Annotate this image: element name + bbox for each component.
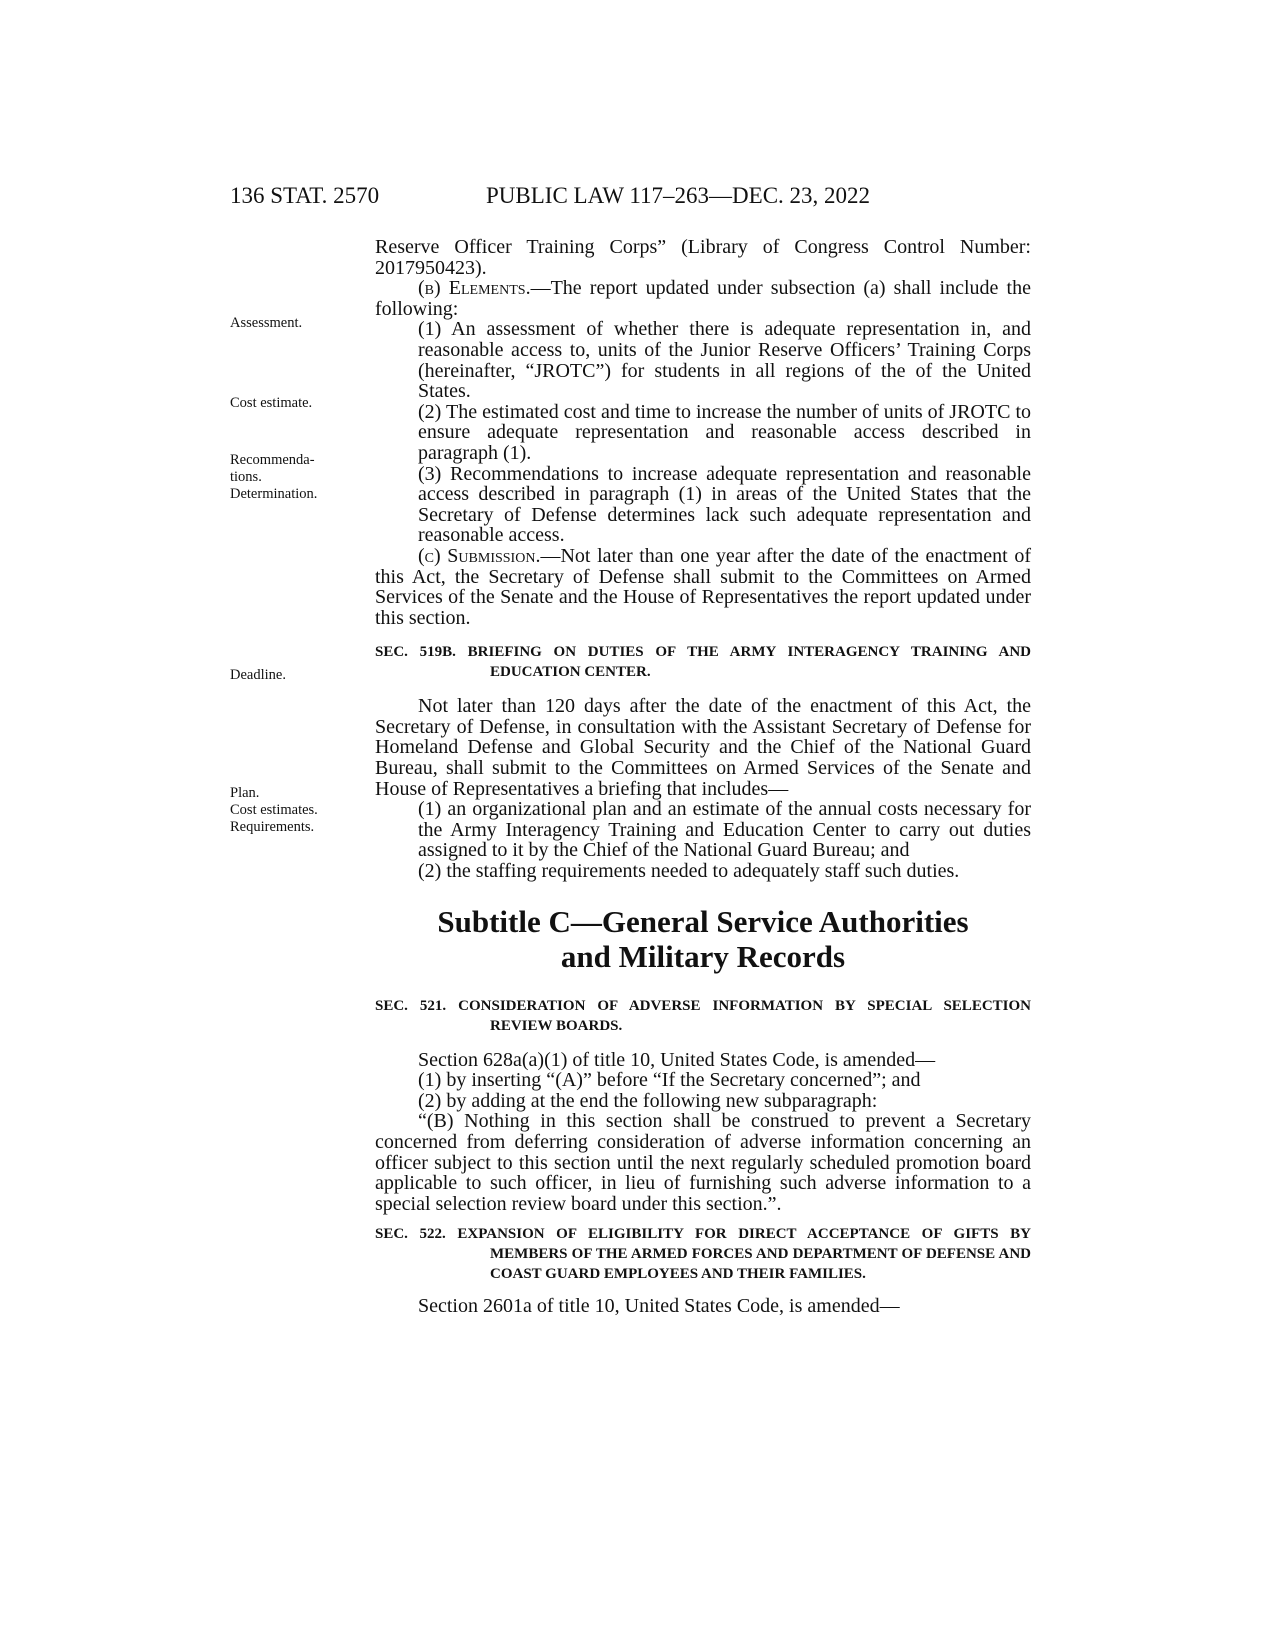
paragraph-b1 xyxy=(375,319,1031,401)
note-deadline: Deadline. xyxy=(230,667,286,683)
subsection-c-text: .—Not later than one year after the date of the enactment of this Act, the Secretary of Defense shall submit to the Committees on Armed Services of the Senate and the House of Representatives the report updated under this section. xyxy=(375,544,1031,629)
sec-521-heading: SEC. 521. CONSIDERATION OF ADVERSE INFORMATION BY SPECIAL SELECTION REVIEW BOARDS. xyxy=(375,997,1031,1034)
paragraph-b3-text: (3) Recommendations to increase adequate representation and reasonable access described in paragraph (1) in areas of the United States that the Secretary of Defense determines lack such adequate representation and reasonable access. xyxy=(418,462,1031,547)
stat-citation: 136 STAT. 2570 xyxy=(230,183,380,208)
sec-521-item-2 xyxy=(375,1091,1031,1112)
subtitle-line-1: Subtitle C—General Service Authorities xyxy=(437,903,969,939)
intro-paragraph: Reserve Officer Training Corps” (Library of Congress Control Number: 2017950423). xyxy=(375,236,1031,279)
subsection-b-label: (b) Elements xyxy=(418,277,526,300)
paragraph-b1-text: (1) An assessment of whether there is adequate representation in, and reasonable access to, units of the Junior Reserve Officers’ Training Corps (hereinafter, “JROTC”) for students in all regions of the of the United States. xyxy=(418,318,1031,403)
sec-519b-item-2 xyxy=(375,861,1031,882)
note-determination: Determination. xyxy=(230,486,318,502)
note-recommendations-2: tions. xyxy=(230,469,262,485)
sec-519b-text: Not later than 120 days after the date of the enactment of this Act, the Secretary of Defense, in consultation with the Assistant Secretary of Defense for Homeland Defense and Global Security and the Chief of the National Guard Bureau, shall submit to the Committees on Armed Services of the Senate and House of Representatives a briefing that includes— xyxy=(375,695,1031,800)
paragraph-b2-text: (2) The estimated cost and time to increase the number of units of JROTC to ensure adequate representation and reasonable access described in paragraph (1). xyxy=(418,400,1031,464)
sec-521-item-1-text: (1) by inserting “(A)” before “If the Secretary concerned”; and xyxy=(418,1069,921,1092)
sec-519b-heading: SEC. 519B. BRIEFING ON DUTIES OF THE ARMY INTERAGENCY TRAINING AND EDUCATION CENTER. xyxy=(375,644,1031,681)
page-header xyxy=(0,183,1275,217)
note-recommendations-1: Recommenda- xyxy=(230,452,315,468)
sec-519b-item-1-text: (1) an organizational plan and an estimate of the annual costs necessary for the Army Interagency Training and Education Center to carry out duties assigned to it by the Chief of the National Guard Bureau; and xyxy=(418,798,1031,862)
document-body xyxy=(375,237,1031,1317)
note-cost-estimates: Cost estimates. xyxy=(230,802,318,818)
note-cost-estimate: Cost estimate. xyxy=(230,395,313,411)
note-requirements: Requirements. xyxy=(230,819,315,835)
public-law-title: PUBLIC LAW 117–263—DEC. 23, 2022 xyxy=(486,183,871,208)
sec-522-text: Section 2601a of title 10, United States Code, is amended— xyxy=(418,1295,900,1318)
sec-521-item-2-text: (2) by adding at the end the following new subparagraph: xyxy=(418,1089,878,1112)
subsection-c-label: (c) Submission xyxy=(418,544,536,567)
sec-521-item-1 xyxy=(375,1070,1031,1091)
subsection-c xyxy=(375,546,1031,628)
paragraph-b2 xyxy=(375,402,1031,464)
sec-519b-item-1 xyxy=(375,799,1031,861)
sec-519b-item-2-text: (2) the staffing requirements needed to adequately staff such duties. xyxy=(418,860,960,883)
subtitle-block xyxy=(375,904,1031,974)
sec-521-text: Section 628a(a)(1) of title 10, United States Code, is amended— xyxy=(418,1048,936,1071)
paragraph-b3 xyxy=(375,464,1031,546)
subsection-b-text: .—The report updated under subsection (a) shall include the following: xyxy=(375,277,1031,320)
note-assessment: Assessment. xyxy=(230,315,303,331)
sec-521-subparagraph-b: “(B) Nothing in this section shall be construed to prevent a Secretary concerned from deferring consideration of adverse information concerning an officer subject to this section until the next regularly scheduled promotion board applicable to such officer, in lieu of furnishing such adverse information to a special selection review board under this section.”. xyxy=(375,1110,1031,1215)
sec-522-heading: SEC. 522. EXPANSION OF ELIGIBILITY FOR DIRECT ACCEPTANCE OF GIFTS BY MEMBERS OF THE ARMED FORCES AND DEPARTMENT OF DEFENSE AND COAST GUARD EMPLOYEES AND THEIR FAMILIES. xyxy=(375,1226,1031,1283)
note-plan: Plan. xyxy=(230,785,260,801)
subsection-b xyxy=(375,278,1031,319)
subtitle-line-2: and Military Records xyxy=(560,938,846,974)
